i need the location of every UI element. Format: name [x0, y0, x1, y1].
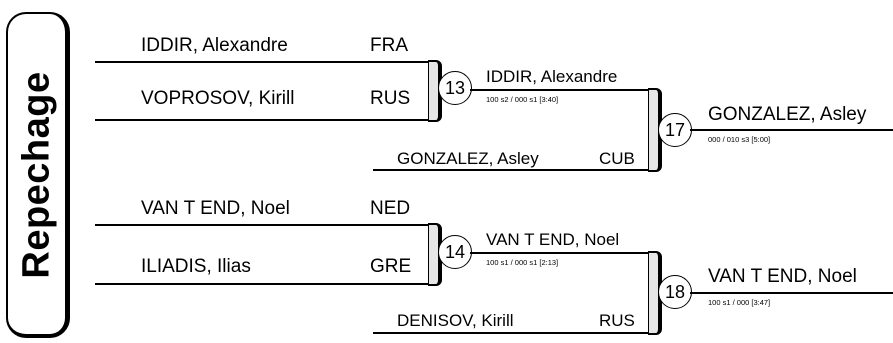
match-score: 100 s1 / 000 [3:47]	[708, 298, 771, 307]
match-number: 17	[658, 113, 692, 147]
bracket-line	[95, 119, 430, 121]
entrant-name: GONZALEZ, Asley	[397, 149, 539, 168]
match-number: 18	[658, 275, 692, 309]
entrant-nation: GRE	[370, 256, 412, 277]
bracket-line	[690, 129, 893, 131]
winner-name: VAN T END, Noel	[486, 230, 620, 249]
bracket-line	[690, 292, 893, 294]
bracket-line	[95, 61, 430, 63]
entrant-nation: CUB	[599, 149, 635, 168]
entrant-nation: NED	[370, 198, 411, 219]
entrant-name: VAN T END, Noel	[141, 198, 290, 219]
bracket-line	[95, 283, 430, 285]
match-score: 000 / 010 s3 [5:00]	[708, 135, 771, 144]
winner-name: IDDIR, Alexandre	[486, 67, 618, 86]
bracket-line	[373, 169, 650, 171]
bracket-line	[95, 224, 430, 226]
bracket-line	[373, 332, 650, 334]
match-score: 100 s1 / 000 s1 [2:13]	[486, 258, 559, 267]
match-number: 13	[438, 71, 472, 105]
section-title: Repechage	[15, 71, 58, 279]
entrant-name: ILIADIS, Ilias	[141, 256, 251, 277]
match-score: 100 s2 / 000 s1 [3:40]	[486, 95, 559, 104]
entrant-nation: RUS	[370, 88, 411, 109]
bracket-line	[470, 252, 650, 254]
entrant-name: DENISOV, Kirill	[397, 311, 514, 330]
match-number: 14	[438, 235, 472, 269]
winner-name: VAN T END, Noel	[708, 266, 857, 287]
entrant-nation: FRA	[370, 35, 408, 56]
winner-name: GONZALEZ, Asley	[708, 104, 867, 125]
entrant-nation: RUS	[599, 311, 635, 330]
entrant-name: IDDIR, Alexandre	[141, 35, 288, 56]
entrant-name: VOPROSOV, Kirill	[141, 88, 295, 109]
bracket-line	[470, 89, 650, 91]
